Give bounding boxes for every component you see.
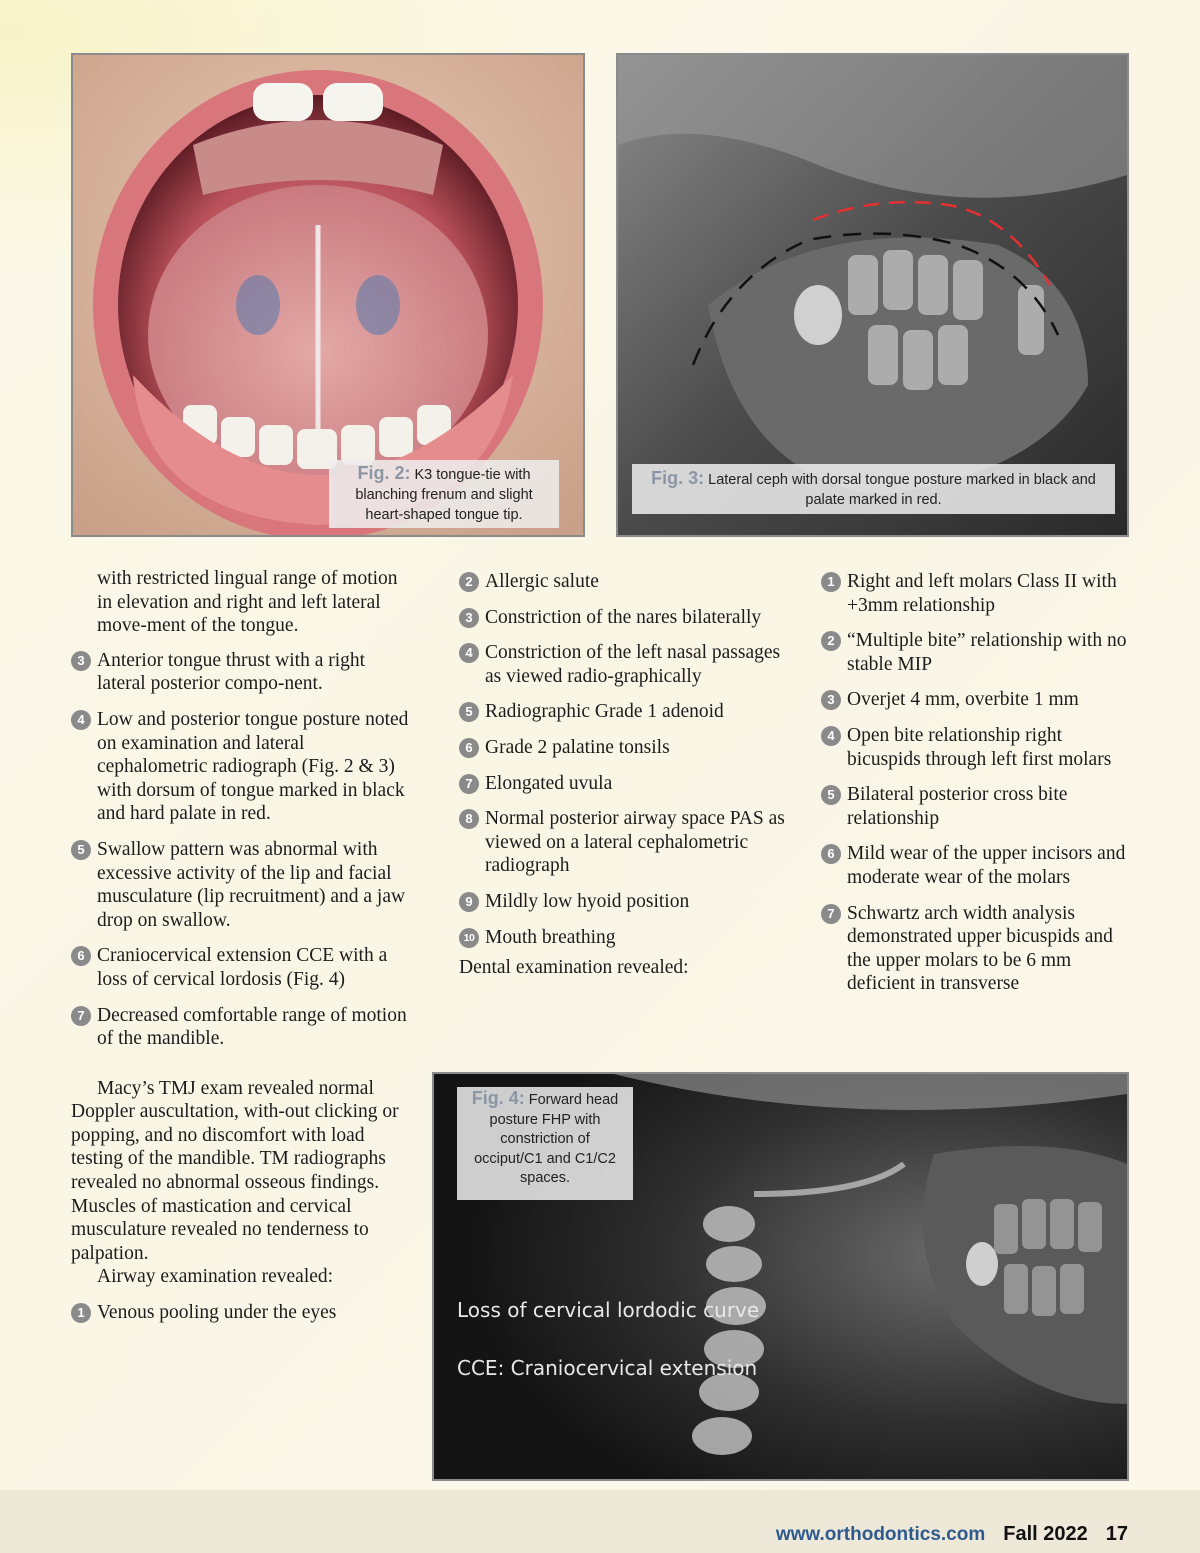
col1-continuation-text: with restricted lingual range of motion in elevation and right and left lateral move-ment of the tongue. xyxy=(97,568,398,637)
item-number-badge: 6 xyxy=(459,738,479,758)
list-item xyxy=(821,629,1131,676)
item-number-badge: 3 xyxy=(821,690,841,710)
list-item-text: Swallow pattern was abnormal with excessive activity of the lip and facial musculature (lip recruitment) and a jaw drop on swallow. xyxy=(97,838,406,931)
item-number-badge: 7 xyxy=(459,774,479,794)
col1-continuation xyxy=(71,567,411,638)
list-item-text: Grade 2 palatine tonsils xyxy=(485,736,670,758)
dental-intro: Dental examination revealed: xyxy=(459,957,689,979)
list-item-text: Normal posterior airway space PAS as viewed on a lateral cephalometric radiograph xyxy=(485,808,785,877)
list-item-text: Overjet 4 mm, overbite 1 mm xyxy=(847,689,1079,711)
list-item-text: Right and left molars Class II with +3mm relationship xyxy=(847,571,1117,616)
list-item-text: Constriction of the nares bilaterally xyxy=(485,606,762,628)
column-3 xyxy=(821,570,1131,1008)
fig3-caption-text: Lateral ceph with dorsal tongue posture marked in black and palate marked in red. xyxy=(708,472,1096,508)
list-item xyxy=(459,807,789,878)
item-number-badge: 10 xyxy=(459,928,479,948)
tmj-paragraph: Macy’s TMJ exam revealed normal Doppler auscultation, with-out clicking or popping, and no discomfort with load testing of the mandible. TM radiographs revealed no abnormal osseous findings. Muscles of mastication and cervical musculature revealed no tenderness to palpation. xyxy=(71,1077,399,1264)
fig2-label: Fig. 2: xyxy=(357,463,411,483)
list-item xyxy=(821,688,1131,712)
item-number-badge: 1 xyxy=(71,1303,91,1323)
list-item xyxy=(821,724,1131,771)
item-number-badge: 5 xyxy=(821,785,841,805)
item-number-badge: 1 xyxy=(821,572,841,592)
list-item xyxy=(459,736,789,760)
airway-intro: Airway examination revealed: xyxy=(97,1266,334,1288)
list-item xyxy=(71,944,411,991)
xray-overlay-cce: CCE: Craniocervical extension xyxy=(457,1356,758,1380)
list-item-text: Elongated uvula xyxy=(485,772,613,794)
page-number: 17 xyxy=(1105,1523,1128,1545)
list-item-text: Venous pooling under the eyes xyxy=(97,1302,337,1324)
list-item-text: Radiographic Grade 1 adenoid xyxy=(485,701,724,723)
list-item xyxy=(459,570,789,594)
fig2-photo xyxy=(71,53,585,537)
item-number-badge: 2 xyxy=(821,631,841,651)
item-number-badge: 4 xyxy=(71,710,91,730)
item-number-badge: 5 xyxy=(459,702,479,722)
fig2-caption-text: K3 tongue-tie with blanching frenum and slight heart-shaped tongue tip. xyxy=(355,467,533,523)
item-number-badge: 8 xyxy=(459,809,479,829)
list-item-text: Craniocervical extension CCE with a loss of cervical lordosis (Fig. 4) xyxy=(97,945,388,990)
list-item-text: Mild wear of the upper incisors and moderate wear of the molars xyxy=(847,843,1126,888)
list-item-text: Mouth breathing xyxy=(485,926,616,948)
item-number-badge: 3 xyxy=(71,651,91,671)
item-number-badge: 7 xyxy=(71,1006,91,1026)
list-item xyxy=(71,649,411,696)
item-number-badge: 6 xyxy=(71,946,91,966)
list-item-text: Allergic salute xyxy=(485,571,599,592)
item-number-badge: 7 xyxy=(821,904,841,924)
list-item-text: Schwartz arch width analysis demonstrated upper bicuspids and the upper molars to be 6 mm deficient in transverse xyxy=(847,902,1113,995)
footer-issue: Fall 2022 xyxy=(1003,1523,1088,1545)
column-1 xyxy=(71,567,411,1337)
list-item xyxy=(71,708,411,826)
fig3-xray xyxy=(616,53,1129,537)
list-item-text: Open bite relationship right bicuspids through left first molars xyxy=(847,724,1112,770)
fig3-caption xyxy=(632,464,1115,514)
list-item xyxy=(821,902,1131,996)
list-item xyxy=(459,772,789,796)
list-item-text: Bilateral posterior cross bite relationship xyxy=(847,784,1068,829)
fig4-label: Fig. 4: xyxy=(471,1088,525,1108)
fig3-label: Fig. 3: xyxy=(651,468,705,488)
item-number-badge: 4 xyxy=(821,726,841,746)
fig4-caption-text: Forward head posture FHP with constriction of occiput/C1 and C1/C2 spaces. xyxy=(474,1092,619,1186)
list-item-text: Decreased comfortable range of motion of the mandible. xyxy=(97,1004,407,1050)
list-item-text: Constriction of the left nasal passages as viewed radio-graphically xyxy=(485,642,781,687)
item-number-badge: 3 xyxy=(459,608,479,628)
item-number-badge: 9 xyxy=(459,892,479,912)
list-item xyxy=(459,606,789,630)
list-item xyxy=(821,783,1131,830)
list-item xyxy=(459,890,789,914)
list-item xyxy=(821,570,1131,617)
item-number-badge: 6 xyxy=(821,844,841,864)
xray-overlay-lordodic-curve: Loss of cervical lordodic curve xyxy=(457,1298,760,1322)
list-item-text: Anterior tongue thrust with a right lateral posterior compo-nent. xyxy=(97,649,366,695)
list-item xyxy=(459,926,789,950)
list-item-text: Mildly low hyoid position xyxy=(485,890,690,912)
list-item xyxy=(459,641,789,688)
list-item xyxy=(71,1004,411,1051)
list-item-text: “Multiple bite” relationship with no stable MIP xyxy=(847,630,1127,675)
item-number-badge: 4 xyxy=(459,643,479,663)
list-item xyxy=(71,838,411,932)
list-item-text: Low and posterior tongue posture noted on examination and lateral cephalometric radiograph (Fig. 2 & 3) with dorsum of tongue marked in black and hard palate in red. xyxy=(97,708,409,825)
fig4-xray xyxy=(432,1072,1129,1481)
lateral-ceph-image xyxy=(618,55,1127,535)
footer-url[interactable]: www.orthodontics.com xyxy=(775,1524,986,1545)
list-item xyxy=(459,700,789,724)
item-number-badge: 2 xyxy=(459,572,479,592)
fig4-caption xyxy=(457,1087,633,1200)
list-item xyxy=(821,842,1131,889)
list-item xyxy=(71,1301,411,1325)
page-footer xyxy=(776,1523,1128,1546)
fig2-caption xyxy=(329,460,559,528)
item-number-badge: 5 xyxy=(71,840,91,860)
column-2 xyxy=(459,570,789,992)
